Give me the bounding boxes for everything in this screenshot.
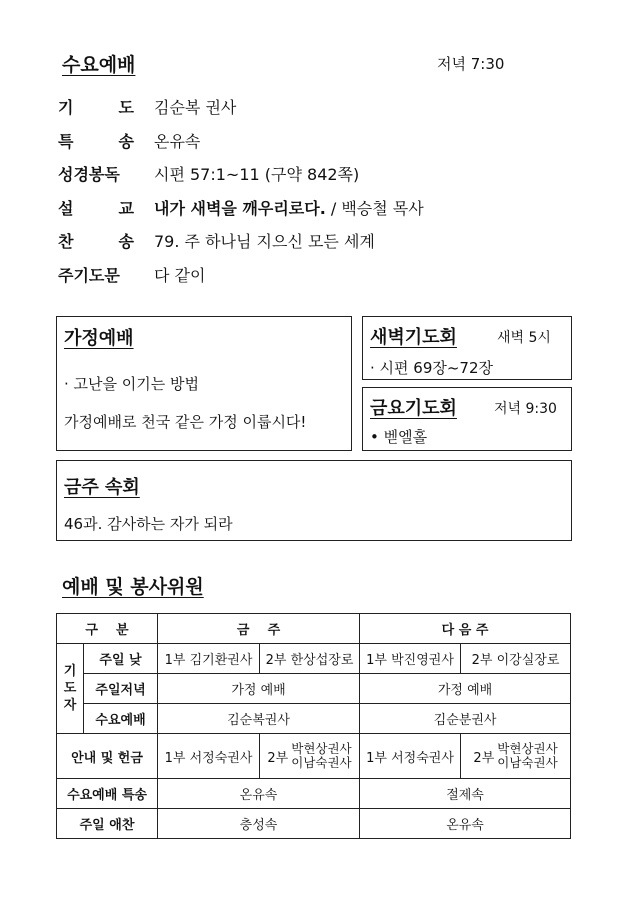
row-label: 주일저녁 (84, 674, 158, 704)
prayer-group-label (57, 644, 84, 734)
table-cell (461, 734, 571, 779)
usher-names (291, 742, 351, 770)
order-row-sermon (58, 191, 578, 225)
label-char: 도 (118, 98, 134, 118)
order-row-lords-prayer (58, 258, 578, 292)
header-category: 구 분 (57, 614, 158, 644)
table-row (57, 644, 571, 674)
order-label (58, 129, 134, 152)
family-worship-box (56, 316, 352, 451)
label-char: 송 (118, 131, 134, 151)
row-label: 수요예배 특송 (57, 779, 158, 809)
table-cell: 1부 서정숙권사 (158, 734, 260, 779)
usher-name: 박현상권사 (291, 741, 352, 756)
dawn-prayer-time: 새벽 5시 (497, 330, 551, 346)
table-row (57, 674, 571, 704)
order-value: 온유속 (154, 131, 201, 151)
sermon-title: 내가 새벽을 깨우리로다. (154, 198, 326, 218)
table-row (57, 704, 571, 734)
order-label (58, 95, 134, 118)
usher-name: 이남숙권사 (291, 755, 352, 770)
label-char: 주기도문 (58, 265, 120, 285)
order-value (154, 196, 578, 219)
table-cell: 온유속 (360, 809, 571, 839)
order-of-service (58, 90, 578, 291)
usher-name: 박현상권사 (497, 741, 558, 756)
table-row (57, 779, 571, 809)
order-value: 79. 주 하나님 지으신 모든 세계 (154, 232, 375, 252)
usher-name: 이남숙권사 (497, 755, 558, 770)
table-cell: 1부 박진영권사 (360, 644, 461, 674)
dawn-prayer-title: 새벽기도회 (370, 327, 457, 348)
order-value: 시편 57:1~11 (구약 842쪽) (154, 165, 360, 185)
usher-part: 2부 (267, 750, 289, 766)
row-label: 주일 낮 (84, 644, 158, 674)
label-char: 설 (58, 198, 74, 218)
family-worship-title: 가정예배 (64, 328, 134, 349)
friday-prayer-box (362, 387, 572, 451)
committee-table (56, 613, 571, 839)
label-char: 송 (118, 232, 134, 252)
prayer-group-char: 도 (63, 681, 77, 696)
order-label (58, 162, 134, 185)
row-label: 안내 및 헌금 (57, 734, 158, 779)
prayer-group-char: 자 (63, 698, 77, 713)
table-row (57, 734, 571, 779)
usher-names (497, 742, 557, 770)
table-header-row (57, 614, 571, 644)
cell-meeting-title: 금주 속회 (64, 477, 140, 498)
label-char: 성경봉독 (58, 165, 120, 185)
friday-prayer-time: 저녁 9:30 (494, 401, 557, 417)
service-title: 수요예배 (62, 54, 136, 76)
dawn-prayer-box (362, 316, 572, 380)
label-char: 기 (58, 98, 74, 118)
table-cell (260, 734, 360, 779)
order-label (58, 196, 134, 219)
family-worship-slogan: 가정예배로 천국 같은 가정 이룹시다! (64, 413, 307, 431)
table-cell: 김순분권사 (360, 704, 571, 734)
table-row (57, 809, 571, 839)
row-label: 수요예배 (84, 704, 158, 734)
row-label: 주일 애찬 (57, 809, 158, 839)
order-row-prayer (58, 90, 578, 124)
order-value: 다 같이 (154, 265, 206, 285)
committee-title: 예배 및 봉사위원 (62, 576, 204, 598)
table-cell: 가정 예배 (360, 674, 571, 704)
table-cell: 온유속 (158, 779, 360, 809)
label-char: 특 (58, 131, 74, 151)
label-char: 찬 (58, 232, 74, 252)
table-cell: 충성속 (158, 809, 360, 839)
header-this-week: 금 주 (158, 614, 360, 644)
dawn-prayer-reading: · 시편 69장~72장 (370, 359, 494, 377)
cell-meeting-box (56, 460, 572, 541)
family-worship-topic: · 고난을 이기는 방법 (64, 375, 199, 393)
cell-meeting-lesson: 46과. 감사하는 자가 되라 (64, 515, 233, 533)
table-cell: 1부 김기환권사 (158, 644, 260, 674)
label-char: 교 (118, 198, 134, 218)
order-row-scripture (58, 157, 578, 191)
friday-prayer-place: • 벧엘홀 (370, 428, 428, 446)
table-cell: 2부 이강실장로 (461, 644, 571, 674)
table-cell: 1부 서정숙권사 (360, 734, 461, 779)
table-cell: 가정 예배 (158, 674, 360, 704)
order-row-special-song (58, 124, 578, 158)
usher-part: 2부 (473, 750, 495, 766)
service-time: 저녁 7:30 (437, 55, 505, 73)
sermon-preacher: / 백승철 목사 (325, 198, 424, 218)
order-row-hymn (58, 224, 578, 258)
table-cell: 2부 한상섭장로 (260, 644, 360, 674)
friday-prayer-title: 금요기도회 (370, 398, 457, 419)
order-label (58, 263, 134, 286)
header-next-week: 다 음 주 (360, 614, 571, 644)
table-cell: 절제속 (360, 779, 571, 809)
order-value: 김순복 권사 (154, 98, 237, 118)
prayer-group-char: 기 (63, 664, 77, 679)
order-label (58, 229, 134, 252)
table-cell: 김순복권사 (158, 704, 360, 734)
